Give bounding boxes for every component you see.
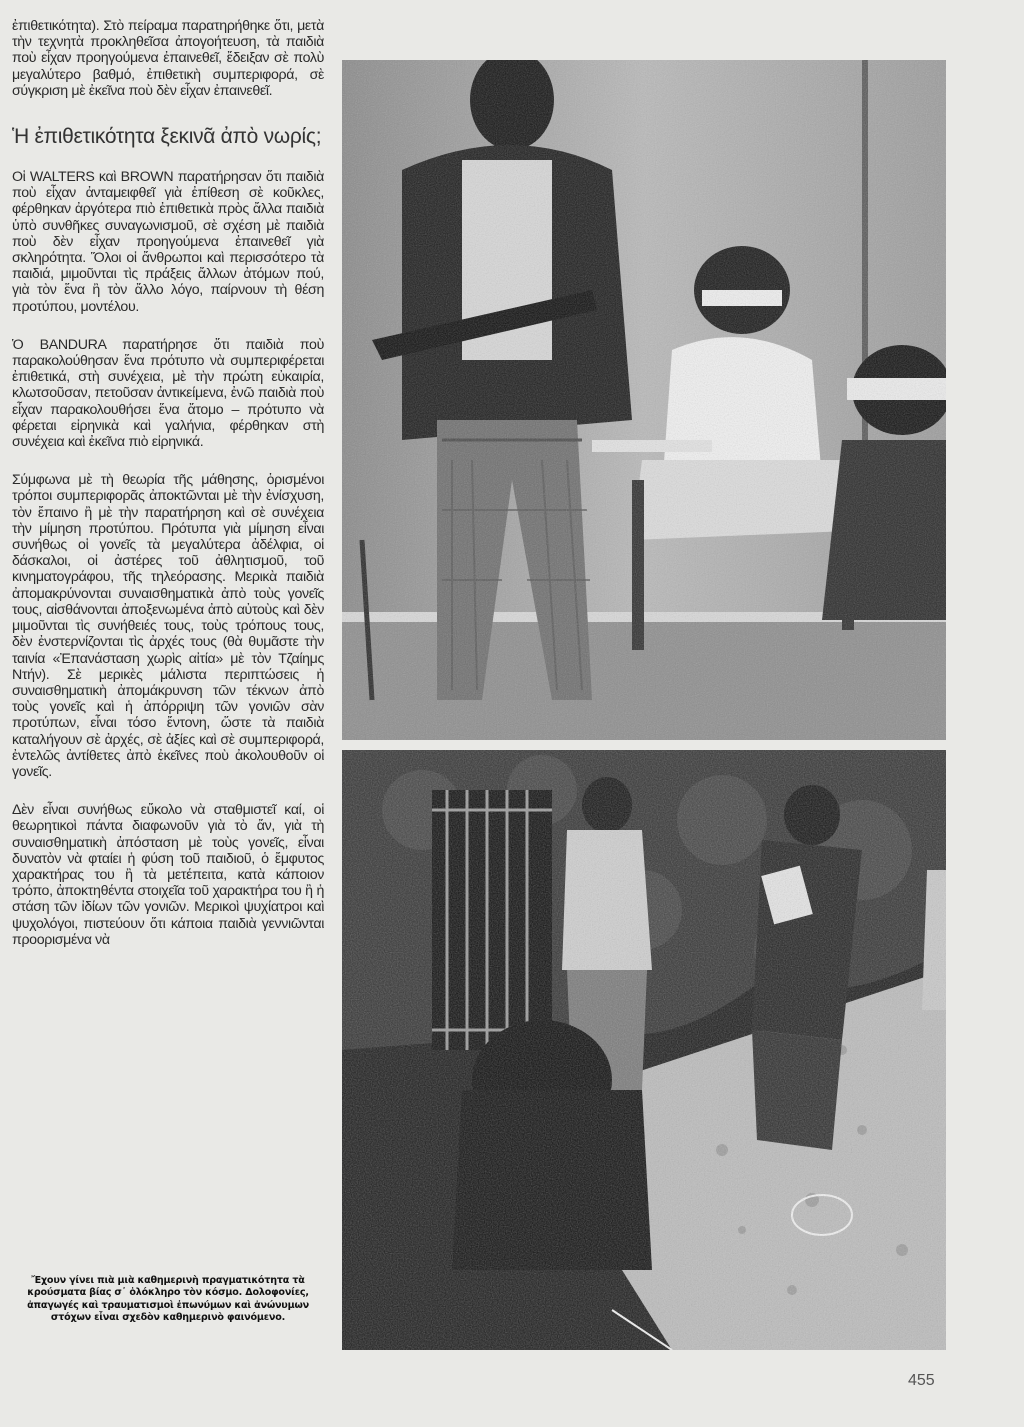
page-number: 455 — [908, 1372, 935, 1389]
crime-scene-illustration — [342, 750, 946, 1350]
intro-paragraph: ἐπιθετικότητα). Στὸ πείραμα παρατηρήθηκε ὅτι, μετὰ τὴν τεχνητὰ προκληθεῖσα ἀπογοήτευση, τὰ παιδιὰ ποὺ εἶχαν προηγούμενα ἐπαινεθεῖ, ἔδειξαν σὲ πολὺ μεγαλύτερο βαθμό, ἐπιθετικὴ συμπεριφορά, σὲ σύγκριση μὲ ἐκεῖνα ποὺ δὲν εἶχαν ἐπαινεθεῖ. — [12, 18, 324, 99]
section-heading: Ἡ ἐπιθετικότητα ξεκινᾶ ἀπὸ νωρίς; — [12, 125, 322, 149]
paragraph-bandura: Ὁ BANDURA παρατήρησε ὅτι παιδιὰ ποὺ παρακολούθησαν ἕνα πρότυπο νὰ συμπεριφέρεται ἐπιθετικά, στὴ συνέχεια, μὲ τὴν πρώτη εὐκαιρία, κλωτσοῦσαν, πετοῦσαν ἀντικείμενα, ἐνῶ παιδιὰ ποὺ εἶχαν παρακολουθήσει ἕνα ἄτομο – πρότυπο νὰ φέρεται εἰρηνικὰ καὶ γαλήνια, φέρθηκαν στὴ συνέχεια καὶ ἐκεῖνα πιὸ εἰρηνικά. — [12, 336, 324, 451]
paragraph-learning-theory: Σύμφωνα μὲ τὴ θεωρία τῆς μάθησης, ὁρισμένοι τρόποι συμπεριφορᾶς ἀποκτῶνται μὲ τὴν ἐνίσχυση, τὸν ἔπαινο ἢ μὲ τὴν παρατήρηση καὶ σὲ συνέχεια τὴν μίμηση προτύπου. Πρότυπα γιὰ μίμηση εἶναι συνήθως οἱ γονεῖς τὰ μεγαλύτερα ἀδέλφια, οἱ δάσκαλοι, οἱ ἀστέρες τοῦ ἀθλητισμοῦ, τοῦ κινηματογράφου, τῆς τηλεόρασης. Μερικὰ παιδιὰ ἀπομακρύνονται συναισθηματικὰ ἀπὸ τοὺς γονεῖς τους, αἰσθάνονται ἀποξενωμένα ἀπὸ αὐτοὺς καὶ δὲν μιμοῦνται τὶς συνήθειές τους, τοὺς τρόπους τους, δὲν ἐνστερνίζονται τὶς ἀρχές τους (θὰ θυμᾶστε τὴν ταινία «Ἐπανάσταση χωρὶς αἰτία» μὲ τὸν Τζαίημς Ντήν). Σὲ μερικὲς μάλιστα περιπτώσεις ἡ συναισθηματικὴ ἀπομάκρυνση τῶν τέκνων ἀπὸ τοὺς γονεῖς καὶ ἡ ἀπόρριψη τῶν γονιῶν σὰν προτύπων, εἶναι τόσο ἔντονη, ὥστε τὰ παιδιὰ καταλήγουν σὲ ἀρχές, σὲ ἀξίες καὶ σὲ συμπεριφορά, ἐντελῶς ἀντίθετες ἀπὸ ἐκεῖνες ποὺ ἀκολουθοῦν οἱ γονεῖς. — [12, 472, 324, 780]
photo-crime-scene — [342, 750, 946, 1350]
article-text-column — [12, 18, 324, 970]
photo-caption: Ἔχουν γίνει πιὰ μιὰ καθημερινὴ πραγματικότητα τὰ κρούσματα βίας σ᾽ ὁλόκληρο τὸν κόσμο. Δολοφονίες, ἀπαγωγές καὶ τραυματισμοὶ ἐπωνύμων καὶ ἀνώνυμων στόχων εἶναι σχεδὸν καθημερινὸ φαινόμενο. — [27, 1275, 309, 1324]
hostage-scene-illustration — [342, 60, 946, 740]
photo-hostage-scene — [342, 60, 946, 740]
paragraph-walters-brown: Οἱ WALTERS καὶ BROWN παρατήρησαν ὅτι παιδιὰ ποὺ εἶχαν ἀνταμειφθεῖ γιὰ ἐπίθεση σὲ κοῦκλες, φέρθηκαν ἀργότερα πιὸ ἐπιθετικὰ πρὸς ἄλλα παιδιὰ ὑπὸ συνθῆκες συναγωνισμοῦ, σὲ σχέση μὲ παιδιὰ ποὺ δὲν εἶχαν προηγούμενα ἐπαινεθεῖ γιὰ σκληρότητα. Ὅλοι οἱ ἄνθρωποι καὶ περισσότερο τὰ παιδιά, μιμοῦνται τὶς πράξεις ἄλλων ἀτόμων πού, γιὰ τὸν ἕνα ἢ τὸν ἄλλο λόγο, παίρνουν τὴ θέση προτύπου, μοντέλου. — [12, 169, 324, 315]
paragraph-emotional-distance: Δὲν εἶναι συνήθως εὔκολο νὰ σταθμιστεῖ καί, οἱ θεωρητικοὶ πάντα διαφωνοῦν γιὰ τὸ ἄν, γιὰ τὴ συναισθηματικὴ ἀπόσταση μὲ τοὺς γονεῖς, εἶναι δυνατὸν νὰ φταίει ἡ φύση τοῦ παιδιοῦ, ὁ ἔμφυτος χαρακτήρας του ἢ τὰ μετέπειτα, κατὰ κάποιον τρόπο, ἀποκτηθέντα στοιχεῖα τοῦ χαρακτήρα του ἢ ἡ στάση τῶν ἰδίων τῶν γονιῶν. Μερικοὶ ψυχίατροι καὶ ψυχολόγοι, πιστεύουν ὅτι κάποια παιδιὰ γεννιῶνται προορισμένα νὰ — [12, 802, 324, 948]
